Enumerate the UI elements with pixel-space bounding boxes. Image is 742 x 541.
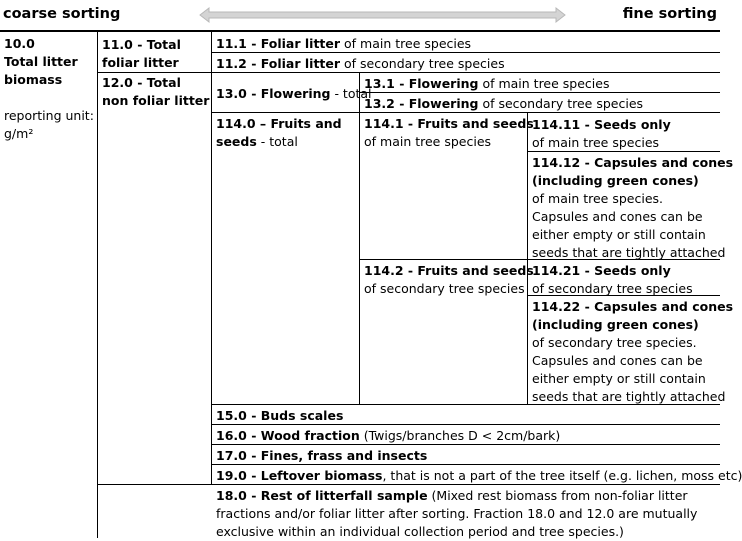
biomass-label: biomass [4, 72, 63, 87]
flowering-secondary-row: 13.2 - Flowering of secondary tree species [364, 96, 644, 111]
buds-scales-row: 15.0 - Buds scales [216, 408, 344, 423]
seeds-only-secondary-cell: 114.21 - Seeds only of secondary tree species [532, 263, 693, 296]
foliar-litter-main-row: 11.1 - Foliar litter of main tree species [216, 36, 472, 51]
fine-sorting-label: fine sorting [622, 6, 717, 22]
total-litter-biomass-cell [0, 33, 97, 173]
reporting-unit-value: g/m² [4, 126, 34, 141]
header [0, 0, 720, 32]
coarse-sorting-label: coarse sorting [3, 6, 121, 22]
code-10-0: 10.0 [4, 36, 35, 51]
capsules-cones-main-cell: 114.12 - Capsules and cones (including green cones) of main tree species. Capsules and cones can be either empty or still contain seeds that are tightly attached [532, 155, 734, 260]
fines-frass-insects-row: 17.0 - Fines, frass and insects [216, 448, 428, 463]
leftover-biomass-row: 19.0 - Leftover biomass, that is not a part of the tree itself (e.g. lichen, moss etc) [216, 468, 742, 483]
fruits-seeds-secondary-cell: 114.2 - Fruits and seeds of secondary tree species [364, 263, 534, 296]
fruits-seeds-total-cell: 114.0 – Fruits and seeds - total [216, 116, 342, 149]
rest-of-litterfall-row: 18.0 - Rest of litterfall sample (Mixed rest biomass from non-foliar litter fractions and/or foliar litter after sorting. Fraction 18.0 and 12.0 are mutually exclusive within an individual collection period and tree species.) [216, 488, 698, 539]
capsules-cones-secondary-cell: 114.22 - Capsules and cones (including green cones) of secondary tree species. Capsules and cones can be either empty or still contain seeds that are tightly attached [532, 299, 734, 404]
foliar-litter-secondary-row: 11.2 - Foliar litter of secondary tree species [216, 56, 505, 71]
reporting-unit-label: reporting unit: [4, 108, 94, 123]
total-foliar-litter-cell: 11.0 - Total foliar litter [102, 37, 181, 70]
seeds-only-main-cell: 114.11 - Seeds only of main tree species [532, 117, 671, 150]
total-non-foliar-litter-cell: 12.0 - Total non foliar litter [102, 75, 210, 108]
wood-fraction-row: 16.0 - Wood fraction (Twigs/branches D < 2cm/bark) [216, 428, 561, 443]
double-arrow-icon [200, 7, 565, 23]
flowering-total-cell: 13.0 - Flowering - total [216, 86, 372, 101]
fruits-seeds-main-cell: 114.1 - Fruits and seeds of main tree species [364, 116, 534, 149]
total-litter-label: Total litter [4, 54, 78, 69]
header-rule [0, 30, 720, 32]
flowering-main-row: 13.1 - Flowering of main tree species [364, 76, 610, 91]
